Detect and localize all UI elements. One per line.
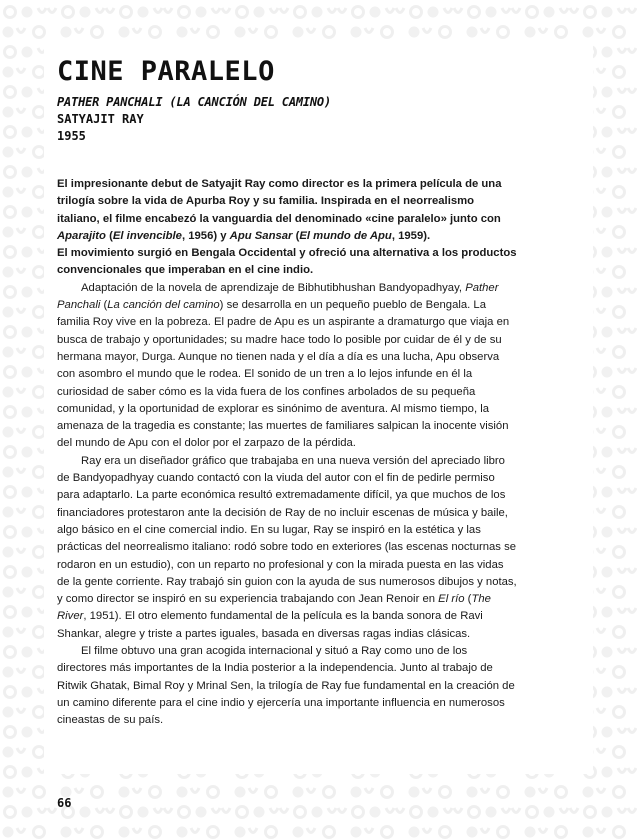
italic-title-run: El río: [438, 593, 465, 606]
text-run: , 1951). El otro elemento fundamental de la película es la banda sonora de Ravi Shankar, alegre y triste a partes iguales, basada en diversas ragas indias clásicas.: [57, 610, 483, 640]
text-run: El filme obtuvo una gran acogida internacional y situó a Ray como uno de los directores más importantes de la India posterior a la independencia. Junto al trabajo de Ritwik Ghatak, Bimal Roy y Mrinal Sen, la trilogía de Ray fue fundamental en la creación de un camino diferente para el cine indio y ejercería una importante influencia en numerosos cineastas de su país.: [57, 645, 515, 727]
italic-title-run: La canción del camino: [107, 299, 220, 312]
page-number: 66: [57, 796, 72, 810]
text-run: (: [292, 229, 300, 242]
text-run: (: [464, 593, 472, 606]
italic-title-run: The River: [57, 593, 491, 623]
text-run: El movimiento surgió en Bengala Occidental y ofreció una alternativa a los productos convencionales que imperaban en el cine indio.: [57, 247, 517, 277]
text-run: ) se desarrolla en un pequeño pueblo de Bengala. La familia Roy vive en la pobreza. El padre de Apu es un aspirante a dramaturgo que viaja en busca de trabajo y oportunidades; su madre hace todo lo posible por cuidar de él y de su hermana mayor, Durga. Aunque no tienen nada y el día a día es una lucha, Apu observa con asombro el mundo que le rodea. El sonido de un tren a lo lejos infunde en él la curiosidad de saber cómo es la vida fuera de los confines arbolados de su pequeña comunidad, y la oportunidad de explorar es sinónimo de aventura. Al mismo tiempo, la amenaza de la tragedia es constante; las muertes de familiares salpican la inocente visión del mundo de Apu con el dolor por el zarpazo de la pérdida.: [57, 299, 510, 450]
page-title: CINE PARALELO: [57, 56, 275, 87]
text-run: El impresionante debut de Satyajit Ray como director es la primera película de una trilogía sobre la vida de Apurba Roy y su familia. Inspirada en el neorrealismo italiano, el filme encabezó la vanguardia del denominado «cine paralelo» junto con: [57, 178, 502, 225]
italic-title-run: Pather Panchali: [57, 281, 499, 312]
text-run: Ray era un diseñador gráfico que trabajaba en una nueva versión del apreciado libro de Bandyopadhyay cuando contactó con la viuda del autor con el fin de pedirle permiso para adaptarlo. La parte económica resultó extremadamente difícil, ya que muchos de los financiadores protestaron ante la decisión de Ray de no incluir escenas de música y baile, algo básico en el cine comercial indio. En su lugar, Ray se inspiró en la estética y las prácticas del neorrealismo italiano: rodó sobre todo en exteriores (las escenas nocturnas se rodaron en un estudio), con un reparto no profesional y con la mirada puesta en las vidas de la gente corriente. Ray trabajó sin guion con la ayuda de sus numerosos dibujos y notas, y como director se inspiró en su experiencia trabajando con Jean Renoir en: [57, 454, 517, 606]
italic-title-run: Apu Sansar: [229, 229, 293, 242]
lead-paragraph: [57, 176, 517, 280]
body-paragraph-1: [57, 280, 517, 453]
italic-title-run: El mundo de Apu: [299, 229, 392, 242]
film-title-line: [57, 95, 331, 110]
text-run: , 1959).: [391, 229, 431, 242]
text-run: , 1956) y: [181, 229, 230, 242]
film-title-translation: (LA CANCIÓN DEL CAMINO): [169, 95, 331, 109]
italic-title-run: Aparajito: [57, 229, 106, 242]
italic-title-run: El invencible: [112, 229, 182, 242]
body-paragraph-2: [57, 453, 517, 643]
text-run: (: [105, 229, 113, 242]
text-run: (: [100, 299, 108, 312]
text-run: Adaptación de la novela de aprendizaje de Bibhutibhushan Bandyopadhyay,: [81, 281, 466, 294]
film-title: PATHER PANCHALI: [57, 95, 163, 109]
release-year: 1955: [57, 129, 86, 143]
article-body: [57, 176, 517, 730]
director-name: SATYAJIT RAY: [57, 112, 144, 126]
body-paragraph-3: [57, 643, 517, 729]
